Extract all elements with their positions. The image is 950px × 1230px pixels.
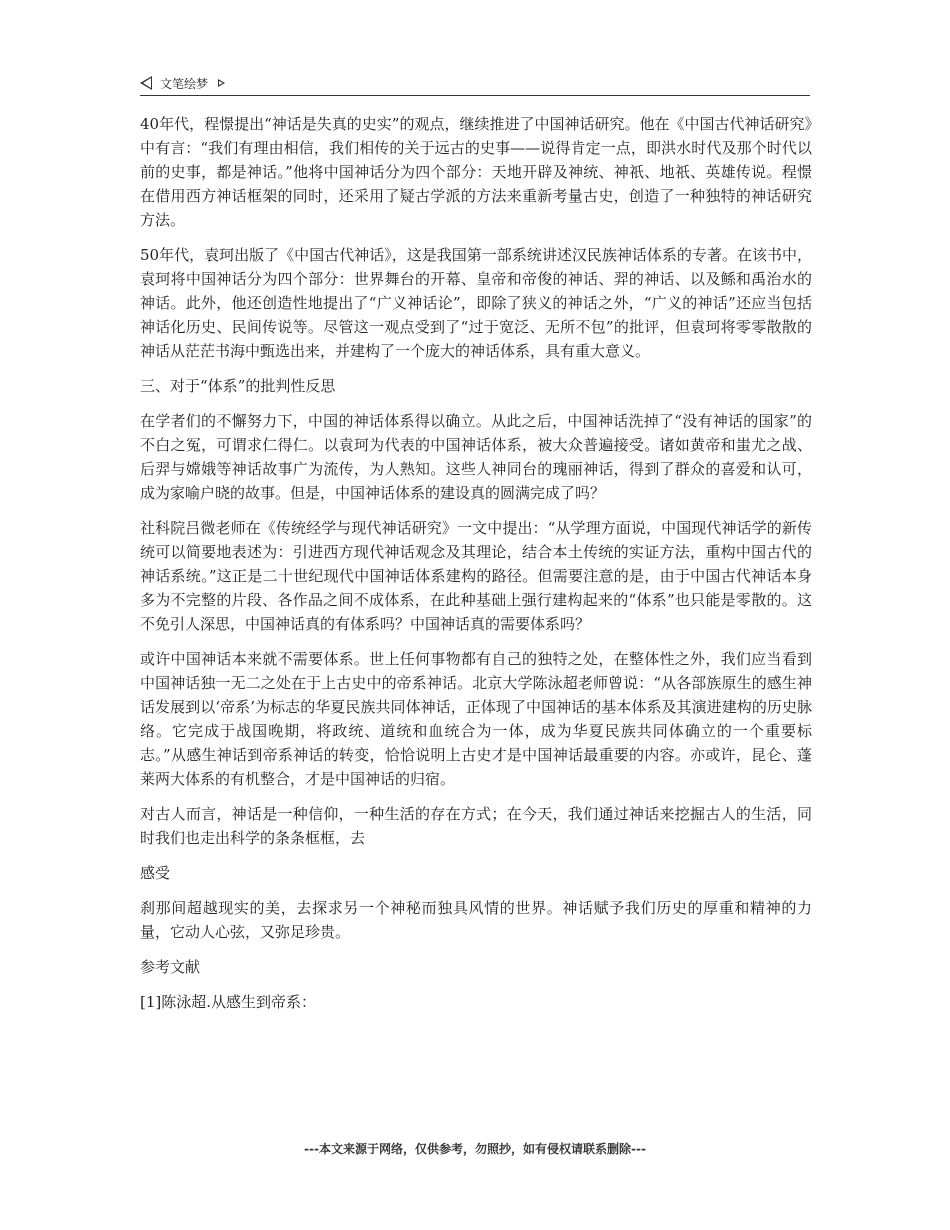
paragraph-7: 感受 bbox=[140, 864, 171, 882]
paragraph-2: 50年代，袁珂出版了《中国古代神话》，这是我国第一部系统讲述汉民族神话体系的专著。在该书中，袁珂将中国神话分为四个部分：世界舞台的开幕、皇帝和帝俊的神话、羿的神话、以及鲧和禹治水的神话。此外，他还创造性地提出了“广义神话论”，即除了狭义的神话之外，“广义的神话”还应当包括神话化历史、民间传说等。尽管这一观点受到了“过于宽泛、无所不包”的批评，但袁珂将零零散散的神话从茫茫书海中甄选出来，并建构了一个庞大的神话体系，具有重大意义。 bbox=[140, 246, 812, 360]
brand-row bbox=[140, 73, 810, 93]
page-header bbox=[140, 73, 810, 96]
paragraph-4: 社科院吕微老师在《传统经学与现代神话研究》一文中提出：“从学理方面说，中国现代神话学的新传统可以简要地表述为：引进西方现代神话观念及其理论，结合本土传统的实证方法，重构中国古代的神话系统。”这正是二十世纪现代中国神话体系建构的路径。但需要注意的是，由于中国古代神话本身多为不完整的片段、各作品之间不成体系，在此种基础上强行建构起来的“体系”也只能是零散的。这不免引人深思，中国神话真的有体系吗？中国神话真的需要体系吗？ bbox=[140, 519, 812, 633]
page-footer: ---本文来源于网络，仅供参考，勿照抄，如有侵权请联系删除--- bbox=[304, 1142, 646, 1156]
section-heading: 三、对于“体系”的批判性反思 bbox=[140, 377, 336, 395]
document-body bbox=[140, 112, 812, 1025]
triangle-left-icon bbox=[140, 76, 152, 90]
brand-name: 文笔绘梦 bbox=[160, 76, 209, 91]
paragraph-6: 对古人而言，神话是一种信仰，一种生活的存在方式；在今天，我们通过神话来挖掘古人的生活，同时我们也走出科学的条条框框，去 bbox=[140, 805, 812, 847]
paragraph-3: 在学者们的不懈努力下，中国的神话体系得以确立。从此之后，中国神话洗掉了“没有神话的国家”的不白之冤，可谓求仁得仁。以袁珂为代表的中国神话体系，被大众普遍接受。诸如黄帝和蚩尤之战、后羿与嫦娥等神话故事广为流传，为人熟知。这些人神同台的瑰丽神话，得到了群众的喜爱和认可，成为家喻户晓的故事。但是，中国神话体系的建设真的圆满完成了吗？ bbox=[140, 412, 812, 502]
paragraph-1: 40年代，程憬提出“神话是失真的史实”的观点，继续推进了中国神话研究。他在《中国古代神话研究》中有言：“我们有理由相信，我们相传的关于远古的史事——说得肯定一点，即洪水时代及那个时代以前的史事，都是神话。”他将中国神话分为四个部分：天地开辟及神统、神祇、地祇、英雄传说。程憬在借用西方神话框架的同时，还采用了疑古学派的方法来重新考量古史，创造了一种独特的神话研究方法。 bbox=[140, 115, 812, 229]
references-heading: 参考文献 bbox=[140, 958, 201, 976]
reference-item: [1]陈泳超.从感生到帝系： bbox=[140, 993, 317, 1011]
triangle-right-icon bbox=[218, 79, 225, 87]
paragraph-8: 刹那间超越现实的美，去探求另一个神秘而独具风情的世界。神话赋予我们历史的厚重和精神的力量，它动人心弦，又弥足珍贵。 bbox=[140, 899, 812, 941]
paragraph-5: 或许中国神话本来就不需要体系。世上任何事物都有自己的独特之处，在整体性之外，我们应当看到中国神话独一无二之处在于上古史中的帝系神话。北京大学陈泳超老师曾说：“从各部族原生的感生神话发展到以‘帝系’为标志的华夏民族共同体神话，正体现了中国神话的基本体系及其演进建构的历史脉络。它完成于战国晚期，将政统、道统和血统合为一体，成为华夏民族共同体确立的一个重要标志。”从感生神话到帝系神话的转变，恰恰说明上古史才是中国神话最重要的内容。亦或许，昆仑、蓬莱两大体系的有机整合，才是中国神话的归宿。 bbox=[140, 650, 812, 788]
